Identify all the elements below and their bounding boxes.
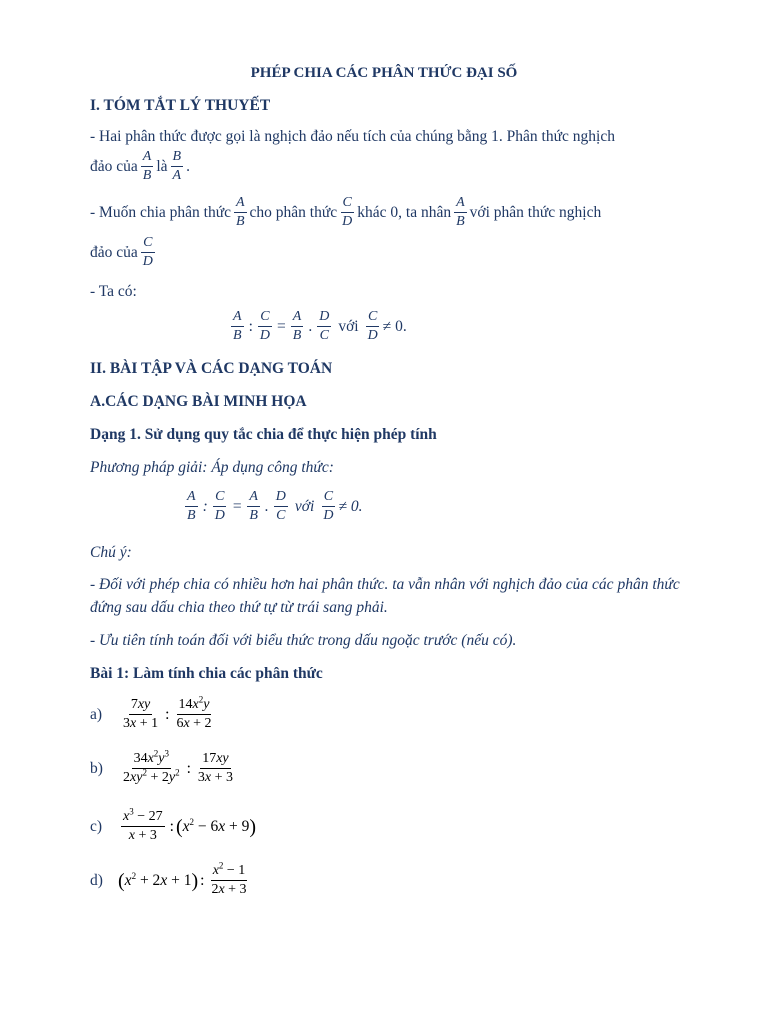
fraction-c-d: $\frac{C}{D}$ [342, 195, 353, 229]
exercise-label: d) [90, 871, 103, 889]
theory-text: đảo của [90, 157, 138, 175]
exercise-1b: b) $\frac{34x^2y^3}{2xy^2 + 2y^2}$ : $\frac{17xy}{3x + 3}$ [90, 748, 233, 785]
note-heading: Chú ý: [90, 544, 132, 561]
theory-text: - Hai phân thức được gọi là nghịch đảo nếu tích của chúng bằng 1. Phân thức nghịch [90, 128, 615, 145]
note-1-line-1: - Đối với phép chia có nhiều hơn hai phân thức. ta vẫn nhân với nghịch đảo của các phân thức [90, 576, 680, 593]
formula-text: ≠ 0. [382, 317, 407, 335]
note-1-line-2: đứng sau dấu chia theo thứ tự từ trái sang phải. [90, 599, 388, 616]
fraction-b-a: $\frac{B}{A}$ [172, 149, 182, 183]
exercise-1c: c) $\frac{x^3 - 27}{x + 3}$ : ( $x^2 - 6x + 9$ ) [90, 806, 257, 843]
theory-paragraph-2 [90, 196, 680, 229]
exercise-1d: d) ( $x^2 + 2x + 1$ ) : $\frac{x^2 - 1}{2x + 3}$ [90, 860, 247, 897]
theory-text: là [156, 157, 168, 175]
theory-text: đảo của [90, 243, 138, 261]
theory-text: cho phân thức [249, 203, 338, 221]
theory-paragraph-2-line-2 [90, 236, 680, 269]
exercise-1a: a) $\frac{7xy}{3x + 1}$ : $\frac{14x^2y}{6x + 2}$ [90, 694, 212, 731]
note-2: - Ưu tiên tính toán đối với biểu thức trong dấu ngoặc trước (nếu có). [90, 632, 517, 649]
theory-text: khác 0, ta nhân [357, 203, 452, 221]
type-1-heading: Dạng 1. Sử dụng quy tắc chia để thực hiện phép tính [90, 426, 437, 443]
fraction-c-d: $\frac{C}{D}$ [142, 235, 153, 269]
theory-text: - Muốn chia phân thức [90, 203, 231, 221]
theory-paragraph-3: - Ta có: [90, 283, 137, 300]
theory-paragraph-1 [90, 126, 680, 148]
theory-text: với phân thức nghịch [469, 203, 602, 221]
exercise-1-heading: Bài 1: Làm tính chia các phân thức [90, 665, 323, 682]
section-exercises-heading: II. BÀI TẬP VÀ CÁC DẠNG TOÁN [90, 360, 333, 377]
exercise-label: c) [90, 817, 103, 835]
section-a-heading: A.CÁC DẠNG BÀI MINH HỌA [90, 393, 307, 410]
formula-text: ≠ 0. [338, 497, 363, 515]
formula-text: với [338, 317, 359, 335]
division-formula: $\frac{A}{B}$ : $\frac{C}{D}$ = $\frac{A}{B}$ . $\frac{D}{C}$ với $\frac{C}{D}$ ≠ 0. [233, 309, 407, 343]
theory-paragraph-1-line-2: đảo của $\frac{A}{B}$ là $\frac{B}{A}$ . [90, 149, 190, 183]
formula-text: với [294, 497, 315, 515]
exercise-label: a) [90, 705, 103, 723]
method-formula: $\frac{A}{B}$ : $\frac{C}{D}$ = $\frac{A}{B}$ . $\frac{D}{C}$ với $\frac{C}{D}$ ≠ 0. [187, 489, 363, 523]
method-text: Phương pháp giải: Áp dụng công thức: [90, 459, 334, 476]
exercise-label: b) [90, 759, 103, 777]
section-theory-heading: I. TÓM TẮT LÝ THUYẾT [90, 97, 271, 114]
fraction-a-b: $\frac{A}{B}$ [235, 195, 245, 229]
fraction-a-b: $\frac{A}{B}$ [142, 149, 152, 183]
fraction-a-b: $\frac{A}{B}$ [456, 195, 465, 229]
page-title: PHÉP CHIA CÁC PHÂN THỨC ĐẠI SỐ [250, 65, 518, 81]
